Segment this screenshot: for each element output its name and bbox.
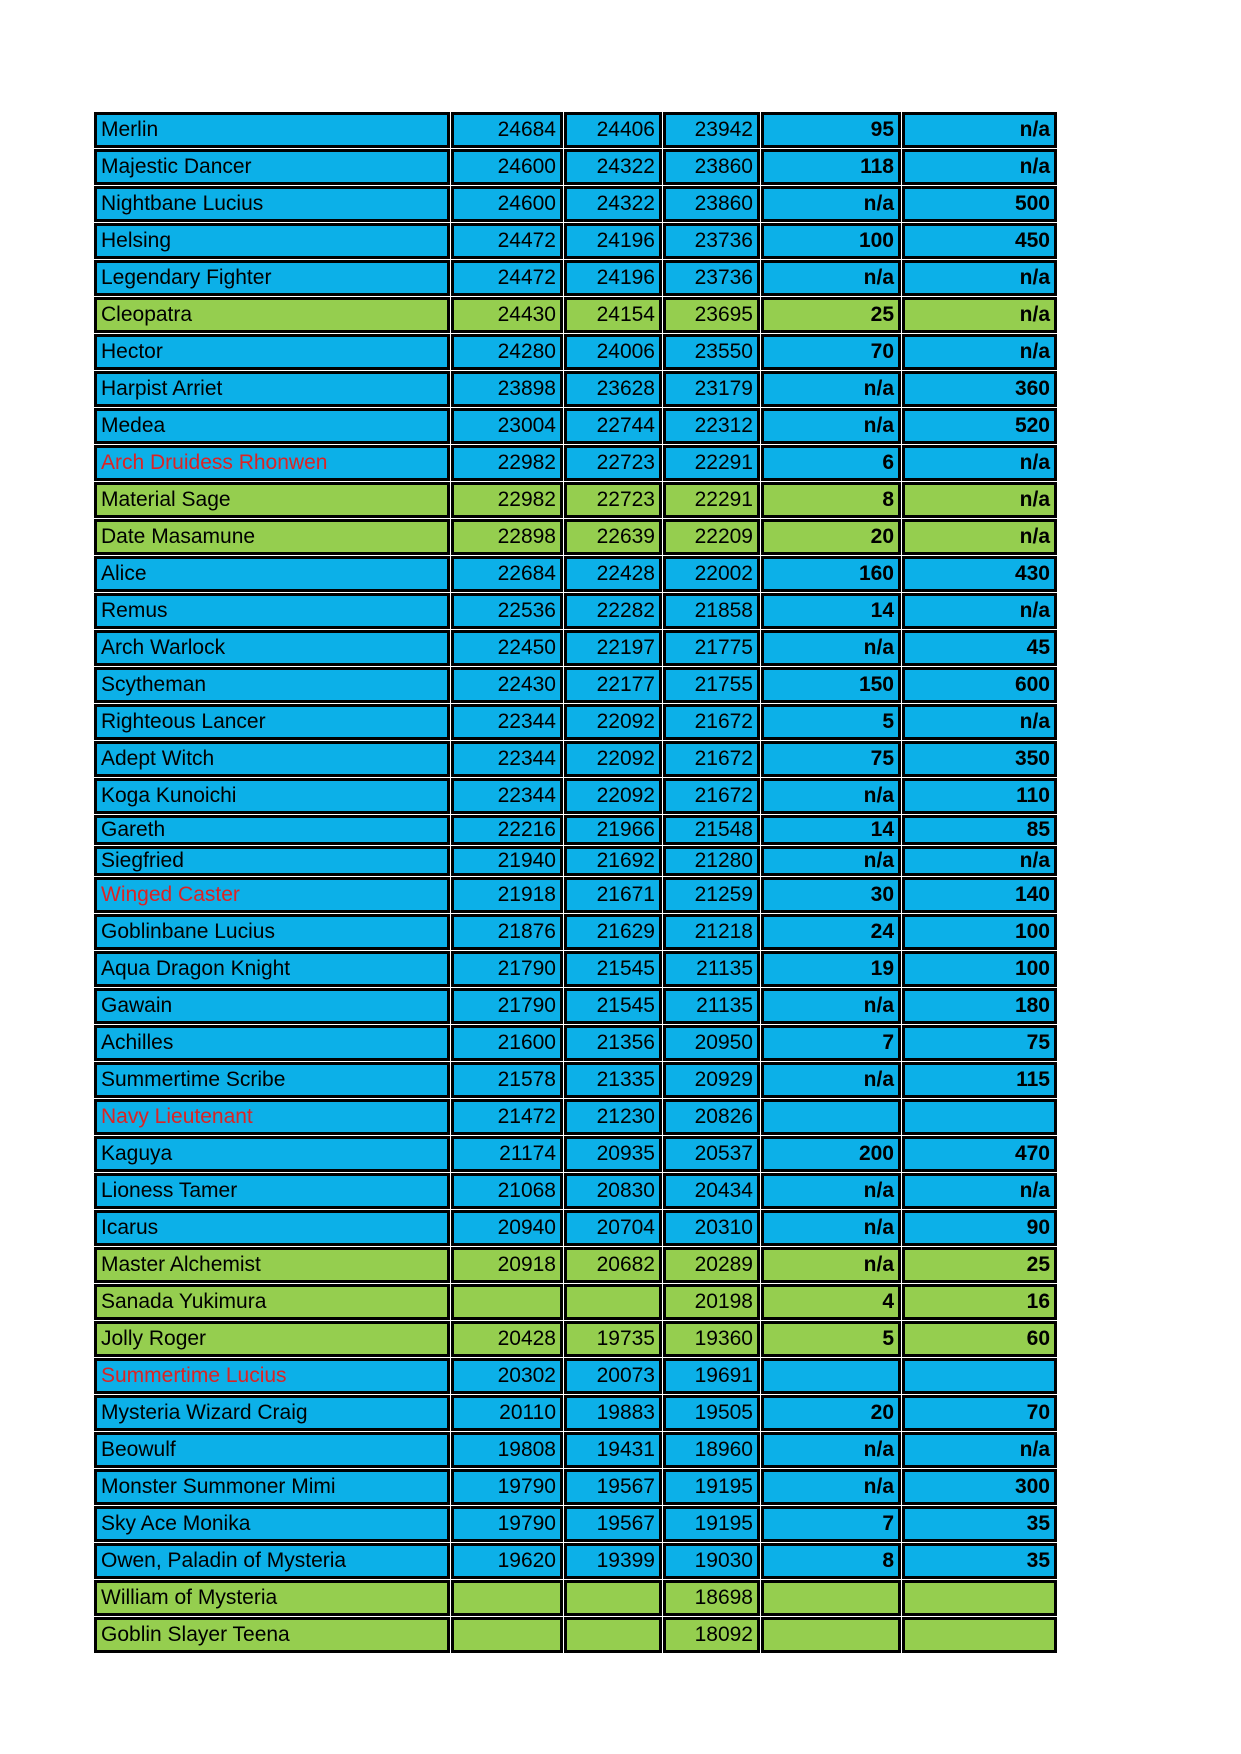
- cell-value-4[interactable]: 25: [761, 297, 901, 333]
- cell-value-4[interactable]: 6: [761, 445, 901, 481]
- cell-character-name[interactable]: Goblinbane Lucius: [94, 914, 450, 950]
- cell-value-5[interactable]: 110: [902, 778, 1057, 814]
- cell-value-5[interactable]: n/a: [902, 1173, 1057, 1209]
- cell-value-1[interactable]: 21472: [451, 1099, 563, 1135]
- cell-value-5[interactable]: n/a: [902, 1432, 1057, 1468]
- cell-value-1[interactable]: 24472: [451, 260, 563, 296]
- cell-value-2[interactable]: 22177: [564, 667, 662, 703]
- cell-value-1[interactable]: 22216: [451, 815, 563, 845]
- cell-character-name[interactable]: Majestic Dancer: [94, 149, 450, 185]
- cell-character-name[interactable]: Nightbane Lucius: [94, 186, 450, 222]
- cell-value-4[interactable]: 75: [761, 741, 901, 777]
- cell-value-1[interactable]: 20110: [451, 1395, 563, 1431]
- cell-value-3[interactable]: 22291: [663, 445, 760, 481]
- cell-value-5[interactable]: 360: [902, 371, 1057, 407]
- cell-character-name[interactable]: Righteous Lancer: [94, 704, 450, 740]
- cell-value-3[interactable]: 22291: [663, 482, 760, 518]
- cell-value-4[interactable]: n/a: [761, 371, 901, 407]
- cell-character-name[interactable]: Alice: [94, 556, 450, 592]
- cell-value-2[interactable]: 19883: [564, 1395, 662, 1431]
- cell-value-5[interactable]: [902, 1617, 1057, 1653]
- table-row: [94, 519, 1057, 555]
- cell-value-1[interactable]: 19620: [451, 1543, 563, 1579]
- cell-value-1[interactable]: 24430: [451, 297, 563, 333]
- cell-value-3[interactable]: 21548: [663, 815, 760, 845]
- cell-value-3[interactable]: 20289: [663, 1247, 760, 1283]
- table-row: [94, 482, 1057, 518]
- cell-value-5[interactable]: n/a: [902, 445, 1057, 481]
- cell-value-5[interactable]: 500: [902, 186, 1057, 222]
- cell-value-2[interactable]: [564, 1580, 662, 1616]
- cell-value-3[interactable]: 23736: [663, 260, 760, 296]
- cell-value-1[interactable]: 19790: [451, 1506, 563, 1542]
- cell-character-name[interactable]: Helsing: [94, 223, 450, 259]
- cell-value-2[interactable]: 22723: [564, 482, 662, 518]
- cell-value-1[interactable]: 20918: [451, 1247, 563, 1283]
- table-row: [94, 1506, 1057, 1542]
- cell-character-name[interactable]: Sky Ace Monika: [94, 1506, 450, 1542]
- table-row: [94, 408, 1057, 444]
- cell-value-3[interactable]: 23860: [663, 149, 760, 185]
- cell-character-name[interactable]: Cleopatra: [94, 297, 450, 333]
- table-row: [94, 1395, 1057, 1431]
- cell-value-4[interactable]: 20: [761, 1395, 901, 1431]
- cell-character-name[interactable]: Gawain: [94, 988, 450, 1024]
- cell-value-5[interactable]: 450: [902, 223, 1057, 259]
- table-row: [94, 149, 1057, 185]
- table-row: [94, 1025, 1057, 1061]
- cell-character-name[interactable]: Summertime Lucius: [94, 1358, 450, 1394]
- cell-value-1[interactable]: 22982: [451, 482, 563, 518]
- cell-value-2[interactable]: 22092: [564, 778, 662, 814]
- cell-value-2[interactable]: [564, 1284, 662, 1320]
- table-row: [94, 1432, 1057, 1468]
- cell-value-4[interactable]: 14: [761, 593, 901, 629]
- cell-value-4[interactable]: 150: [761, 667, 901, 703]
- cell-value-3[interactable]: 19195: [663, 1506, 760, 1542]
- cell-value-3[interactable]: 23942: [663, 112, 760, 148]
- cell-value-2[interactable]: 20073: [564, 1358, 662, 1394]
- cell-value-4[interactable]: 7: [761, 1506, 901, 1542]
- cell-value-4[interactable]: 118: [761, 149, 901, 185]
- cell-value-3[interactable]: 21280: [663, 846, 760, 876]
- cell-value-2[interactable]: 24322: [564, 186, 662, 222]
- table-row: [94, 815, 1057, 845]
- cell-value-3[interactable]: 20537: [663, 1136, 760, 1172]
- table-row: [94, 371, 1057, 407]
- cell-value-2[interactable]: 22092: [564, 741, 662, 777]
- cell-value-1[interactable]: 24472: [451, 223, 563, 259]
- cell-character-name[interactable]: Master Alchemist: [94, 1247, 450, 1283]
- cell-value-3[interactable]: 19691: [663, 1358, 760, 1394]
- cell-value-4[interactable]: 5: [761, 1321, 901, 1357]
- cell-value-5[interactable]: [902, 1580, 1057, 1616]
- table-row: [94, 877, 1057, 913]
- cell-value-2[interactable]: 22744: [564, 408, 662, 444]
- cell-value-1[interactable]: 20302: [451, 1358, 563, 1394]
- cell-value-5[interactable]: 16: [902, 1284, 1057, 1320]
- table-row: [94, 260, 1057, 296]
- cell-character-name[interactable]: Legendary Fighter: [94, 260, 450, 296]
- cell-value-5[interactable]: 520: [902, 408, 1057, 444]
- cell-value-4[interactable]: [761, 1358, 901, 1394]
- cell-value-5[interactable]: n/a: [902, 149, 1057, 185]
- cell-value-2[interactable]: 22092: [564, 704, 662, 740]
- cell-value-5[interactable]: [902, 1099, 1057, 1135]
- cell-character-name[interactable]: William of Mysteria: [94, 1580, 450, 1616]
- cell-value-4[interactable]: n/a: [761, 408, 901, 444]
- cell-value-2[interactable]: 24406: [564, 112, 662, 148]
- cell-value-1[interactable]: 24600: [451, 149, 563, 185]
- cell-character-name[interactable]: Adept Witch: [94, 741, 450, 777]
- table-row: [94, 1247, 1057, 1283]
- cell-character-name[interactable]: Beowulf: [94, 1432, 450, 1468]
- cell-value-2[interactable]: [564, 1617, 662, 1653]
- table-row: [94, 223, 1057, 259]
- table-row: [94, 1136, 1057, 1172]
- table-row: [94, 988, 1057, 1024]
- cell-value-4[interactable]: n/a: [761, 260, 901, 296]
- cell-value-3[interactable]: 23860: [663, 186, 760, 222]
- cell-character-name[interactable]: Date Masamune: [94, 519, 450, 555]
- cell-character-name[interactable]: Hector: [94, 334, 450, 370]
- cell-value-1[interactable]: 23004: [451, 408, 563, 444]
- table-row: [94, 186, 1057, 222]
- cell-value-3[interactable]: 23179: [663, 371, 760, 407]
- cell-value-5[interactable]: n/a: [902, 260, 1057, 296]
- cell-value-3[interactable]: 21135: [663, 951, 760, 987]
- cell-character-name[interactable]: Owen, Paladin of Mysteria: [94, 1543, 450, 1579]
- cell-value-2[interactable]: 20704: [564, 1210, 662, 1246]
- cell-character-name[interactable]: Harpist Arriet: [94, 371, 450, 407]
- cell-value-5[interactable]: 45: [902, 630, 1057, 666]
- cell-value-5[interactable]: n/a: [902, 334, 1057, 370]
- cell-character-name[interactable]: Achilles: [94, 1025, 450, 1061]
- table-row: [94, 630, 1057, 666]
- cell-value-1[interactable]: 22430: [451, 667, 563, 703]
- cell-value-2[interactable]: 21356: [564, 1025, 662, 1061]
- cell-value-4[interactable]: n/a: [761, 1432, 901, 1468]
- cell-value-3[interactable]: 21135: [663, 988, 760, 1024]
- cell-value-2[interactable]: 24322: [564, 149, 662, 185]
- cell-value-4[interactable]: [761, 1617, 901, 1653]
- cell-value-2[interactable]: 22197: [564, 630, 662, 666]
- cell-value-2[interactable]: 21335: [564, 1062, 662, 1098]
- table-row: [94, 667, 1057, 703]
- cell-value-5[interactable]: 70: [902, 1395, 1057, 1431]
- cell-value-2[interactable]: 20830: [564, 1173, 662, 1209]
- cell-value-3[interactable]: 20198: [663, 1284, 760, 1320]
- cell-value-1[interactable]: 22344: [451, 704, 563, 740]
- cell-value-5[interactable]: 60: [902, 1321, 1057, 1357]
- cell-value-5[interactable]: 350: [902, 741, 1057, 777]
- table-row: [94, 1580, 1057, 1616]
- cell-character-name[interactable]: Material Sage: [94, 482, 450, 518]
- cell-value-4[interactable]: n/a: [761, 1173, 901, 1209]
- cell-value-4[interactable]: 8: [761, 482, 901, 518]
- table-row: [94, 1321, 1057, 1357]
- cell-value-5[interactable]: 35: [902, 1506, 1057, 1542]
- cell-value-4[interactable]: n/a: [761, 186, 901, 222]
- cell-value-4[interactable]: 24: [761, 914, 901, 950]
- cell-value-4[interactable]: 30: [761, 877, 901, 913]
- cell-character-name[interactable]: Scytheman: [94, 667, 450, 703]
- cell-character-name[interactable]: Winged Caster: [94, 877, 450, 913]
- cell-value-4[interactable]: n/a: [761, 988, 901, 1024]
- cell-value-1[interactable]: 21790: [451, 988, 563, 1024]
- cell-value-1[interactable]: 22982: [451, 445, 563, 481]
- cell-character-name[interactable]: Arch Druidess Rhonwen: [94, 445, 450, 481]
- cell-value-4[interactable]: n/a: [761, 1062, 901, 1098]
- cell-value-4[interactable]: 200: [761, 1136, 901, 1172]
- cell-value-1[interactable]: 23898: [451, 371, 563, 407]
- cell-value-3[interactable]: 21218: [663, 914, 760, 950]
- cell-value-3[interactable]: 18092: [663, 1617, 760, 1653]
- cell-value-3[interactable]: 23695: [663, 297, 760, 333]
- cell-value-1[interactable]: 21068: [451, 1173, 563, 1209]
- cell-character-name[interactable]: Merlin: [94, 112, 450, 148]
- cell-value-3[interactable]: 18698: [663, 1580, 760, 1616]
- cell-value-2[interactable]: 22639: [564, 519, 662, 555]
- table-row: [94, 1617, 1057, 1653]
- cell-value-3[interactable]: 23736: [663, 223, 760, 259]
- cell-value-1[interactable]: 21918: [451, 877, 563, 913]
- cell-value-2[interactable]: 24154: [564, 297, 662, 333]
- cell-value-3[interactable]: 19360: [663, 1321, 760, 1357]
- cell-character-name[interactable]: Siegfried: [94, 846, 450, 876]
- cell-character-name[interactable]: Monster Summoner Mimi: [94, 1469, 450, 1505]
- cell-value-5[interactable]: 25: [902, 1247, 1057, 1283]
- cell-character-name[interactable]: Mysteria Wizard Craig: [94, 1395, 450, 1431]
- cell-value-2[interactable]: 19399: [564, 1543, 662, 1579]
- cell-value-5[interactable]: [902, 1358, 1057, 1394]
- cell-value-3[interactable]: 20929: [663, 1062, 760, 1098]
- cell-value-3[interactable]: 20434: [663, 1173, 760, 1209]
- cell-value-1[interactable]: 20940: [451, 1210, 563, 1246]
- cell-value-2[interactable]: 24196: [564, 260, 662, 296]
- table-row: [94, 778, 1057, 814]
- table-row: [94, 297, 1057, 333]
- cell-value-2[interactable]: 21692: [564, 846, 662, 876]
- table-row: [94, 1543, 1057, 1579]
- cell-value-1[interactable]: 22898: [451, 519, 563, 555]
- cell-value-4[interactable]: n/a: [761, 846, 901, 876]
- cell-value-3[interactable]: 19505: [663, 1395, 760, 1431]
- table-row: [94, 846, 1057, 876]
- cell-value-4[interactable]: 100: [761, 223, 901, 259]
- cell-value-1[interactable]: 22344: [451, 741, 563, 777]
- cell-value-5[interactable]: 470: [902, 1136, 1057, 1172]
- cell-character-name[interactable]: Lioness Tamer: [94, 1173, 450, 1209]
- cell-value-4[interactable]: 14: [761, 815, 901, 845]
- cell-character-name[interactable]: Kaguya: [94, 1136, 450, 1172]
- cell-value-3[interactable]: 21672: [663, 778, 760, 814]
- cell-value-5[interactable]: n/a: [902, 846, 1057, 876]
- table-row: [94, 1358, 1057, 1394]
- cell-value-2[interactable]: 22428: [564, 556, 662, 592]
- cell-value-2[interactable]: 24196: [564, 223, 662, 259]
- table-row: [94, 704, 1057, 740]
- cell-value-4[interactable]: n/a: [761, 630, 901, 666]
- table-row: [94, 951, 1057, 987]
- cell-value-3[interactable]: 20310: [663, 1210, 760, 1246]
- cell-value-2[interactable]: 21545: [564, 951, 662, 987]
- cell-value-1[interactable]: 22450: [451, 630, 563, 666]
- table-row: [94, 112, 1057, 148]
- cell-value-2[interactable]: 20935: [564, 1136, 662, 1172]
- cell-value-3[interactable]: 20826: [663, 1099, 760, 1135]
- cell-value-5[interactable]: n/a: [902, 482, 1057, 518]
- cell-value-3[interactable]: 19195: [663, 1469, 760, 1505]
- cell-value-2[interactable]: 19567: [564, 1506, 662, 1542]
- table-row: [94, 1173, 1057, 1209]
- cell-value-1[interactable]: [451, 1617, 563, 1653]
- cell-value-5[interactable]: 300: [902, 1469, 1057, 1505]
- cell-value-3[interactable]: 23550: [663, 334, 760, 370]
- cell-value-2[interactable]: 21230: [564, 1099, 662, 1135]
- table-row: [94, 445, 1057, 481]
- table-body: [94, 112, 1057, 1653]
- table-row: [94, 1210, 1057, 1246]
- cell-value-2[interactable]: 24006: [564, 334, 662, 370]
- cell-value-1[interactable]: 19808: [451, 1432, 563, 1468]
- cell-value-4[interactable]: 7: [761, 1025, 901, 1061]
- cell-value-5[interactable]: 85: [902, 815, 1057, 845]
- cell-value-2[interactable]: 20682: [564, 1247, 662, 1283]
- cell-value-4[interactable]: [761, 1099, 901, 1135]
- cell-value-3[interactable]: 20950: [663, 1025, 760, 1061]
- cell-value-3[interactable]: 22209: [663, 519, 760, 555]
- table-row: [94, 1469, 1057, 1505]
- cell-value-5[interactable]: 180: [902, 988, 1057, 1024]
- cell-value-3[interactable]: 21858: [663, 593, 760, 629]
- table-row: [94, 741, 1057, 777]
- cell-value-2[interactable]: 22723: [564, 445, 662, 481]
- cell-value-4[interactable]: 20: [761, 519, 901, 555]
- cell-value-5[interactable]: n/a: [902, 297, 1057, 333]
- cell-value-4[interactable]: 95: [761, 112, 901, 148]
- cell-value-1[interactable]: 24280: [451, 334, 563, 370]
- cell-value-2[interactable]: 21671: [564, 877, 662, 913]
- table-row: [94, 334, 1057, 370]
- cell-value-5[interactable]: n/a: [902, 112, 1057, 148]
- table-row: [94, 1062, 1057, 1098]
- cell-character-name[interactable]: Medea: [94, 408, 450, 444]
- cell-character-name[interactable]: Aqua Dragon Knight: [94, 951, 450, 987]
- cell-value-5[interactable]: n/a: [902, 704, 1057, 740]
- table-row: [94, 1099, 1057, 1135]
- table-row: [94, 556, 1057, 592]
- cell-value-4[interactable]: 8: [761, 1543, 901, 1579]
- cell-value-1[interactable]: 21578: [451, 1062, 563, 1098]
- cell-value-3[interactable]: 18960: [663, 1432, 760, 1468]
- cell-character-name[interactable]: Jolly Roger: [94, 1321, 450, 1357]
- cell-value-4[interactable]: 19: [761, 951, 901, 987]
- cell-value-3[interactable]: 21755: [663, 667, 760, 703]
- cell-character-name[interactable]: Remus: [94, 593, 450, 629]
- cell-value-3[interactable]: 21672: [663, 704, 760, 740]
- cell-character-name[interactable]: Gareth: [94, 815, 450, 845]
- cell-value-5[interactable]: 115: [902, 1062, 1057, 1098]
- cell-value-5[interactable]: 430: [902, 556, 1057, 592]
- cell-value-1[interactable]: 21174: [451, 1136, 563, 1172]
- cell-character-name[interactable]: Summertime Scribe: [94, 1062, 450, 1098]
- cell-value-5[interactable]: 75: [902, 1025, 1057, 1061]
- cell-value-4[interactable]: n/a: [761, 1469, 901, 1505]
- cell-character-name[interactable]: Navy Lieutenant: [94, 1099, 450, 1135]
- cell-value-3[interactable]: 22312: [663, 408, 760, 444]
- cell-value-5[interactable]: n/a: [902, 593, 1057, 629]
- cell-value-1[interactable]: 22536: [451, 593, 563, 629]
- cell-value-3[interactable]: 19030: [663, 1543, 760, 1579]
- table-row: [94, 914, 1057, 950]
- cell-value-4[interactable]: n/a: [761, 778, 901, 814]
- cell-character-name[interactable]: Icarus: [94, 1210, 450, 1246]
- cell-value-1[interactable]: 20428: [451, 1321, 563, 1357]
- cell-value-3[interactable]: 22002: [663, 556, 760, 592]
- cell-value-1[interactable]: 21790: [451, 951, 563, 987]
- cell-value-1[interactable]: 19790: [451, 1469, 563, 1505]
- cell-value-1[interactable]: 22684: [451, 556, 563, 592]
- character-stats-table: [93, 111, 1058, 1654]
- cell-value-2[interactable]: 22282: [564, 593, 662, 629]
- table-row: [94, 1284, 1057, 1320]
- cell-value-2[interactable]: 21966: [564, 815, 662, 845]
- cell-character-name[interactable]: Sanada Yukimura: [94, 1284, 450, 1320]
- cell-value-1[interactable]: 21940: [451, 846, 563, 876]
- cell-value-5[interactable]: 100: [902, 951, 1057, 987]
- cell-value-1[interactable]: 24684: [451, 112, 563, 148]
- cell-value-4[interactable]: 70: [761, 334, 901, 370]
- cell-value-5[interactable]: 35: [902, 1543, 1057, 1579]
- cell-value-2[interactable]: 21629: [564, 914, 662, 950]
- cell-value-4[interactable]: 5: [761, 704, 901, 740]
- cell-value-3[interactable]: 21259: [663, 877, 760, 913]
- cell-value-2[interactable]: 19735: [564, 1321, 662, 1357]
- cell-value-4[interactable]: [761, 1580, 901, 1616]
- cell-character-name[interactable]: Goblin Slayer Teena: [94, 1617, 450, 1653]
- cell-value-2[interactable]: 21545: [564, 988, 662, 1024]
- cell-value-1[interactable]: 22344: [451, 778, 563, 814]
- cell-value-5[interactable]: 140: [902, 877, 1057, 913]
- cell-value-5[interactable]: 90: [902, 1210, 1057, 1246]
- cell-value-3[interactable]: 21775: [663, 630, 760, 666]
- cell-value-2[interactable]: 19431: [564, 1432, 662, 1468]
- cell-value-4[interactable]: n/a: [761, 1247, 901, 1283]
- cell-value-4[interactable]: 160: [761, 556, 901, 592]
- cell-value-1[interactable]: [451, 1580, 563, 1616]
- cell-value-1[interactable]: 24600: [451, 186, 563, 222]
- cell-value-5[interactable]: 600: [902, 667, 1057, 703]
- cell-value-1[interactable]: 21600: [451, 1025, 563, 1061]
- cell-value-1[interactable]: 21876: [451, 914, 563, 950]
- cell-value-1[interactable]: [451, 1284, 563, 1320]
- cell-value-4[interactable]: n/a: [761, 1210, 901, 1246]
- cell-value-3[interactable]: 21672: [663, 741, 760, 777]
- cell-value-5[interactable]: n/a: [902, 519, 1057, 555]
- cell-value-4[interactable]: 4: [761, 1284, 901, 1320]
- cell-value-2[interactable]: 23628: [564, 371, 662, 407]
- table-row: [94, 593, 1057, 629]
- cell-value-5[interactable]: 100: [902, 914, 1057, 950]
- cell-character-name[interactable]: Koga Kunoichi: [94, 778, 450, 814]
- spreadsheet-area: [93, 111, 1058, 1654]
- cell-character-name[interactable]: Arch Warlock: [94, 630, 450, 666]
- cell-value-2[interactable]: 19567: [564, 1469, 662, 1505]
